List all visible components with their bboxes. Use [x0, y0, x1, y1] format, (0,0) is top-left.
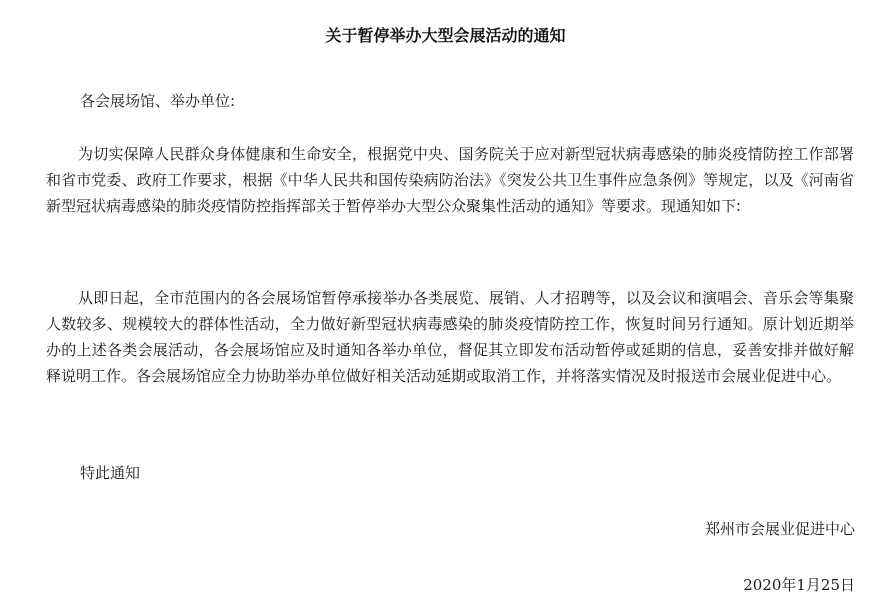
signature-organization: 郑州市会展业促进中心: [704, 520, 855, 538]
salutation: 各会展场馆、举办单位:: [80, 92, 236, 110]
body-paragraph-1: 为切实保障人民群众身体健康和生命安全，根据党中央、国务院关于应对新型冠状病毒感染的肺炎疫情防控工作部署和省市党委、政府工作要求，根据《中华人民共和国传染病防治法》《突发公共卫生事件应急条例》等规定，以及《河南省新型冠状病毒感染的肺炎疫情防控指挥部关于暂停举办大型公众聚集性活动的通知》等要求。现通知如下:: [46, 145, 854, 215]
notice-title: 关于暂停举办大型会展活动的通知: [325, 26, 566, 45]
body-paragraph-2: 从即日起，全市范围内的各会展场馆暂停承接举办各类展览、展销、人才招聘等，以及会议和演唱会、音乐会等集聚人数较多、规模较大的群体性活动，全力做好新型冠状病毒感染的肺炎疫情防控工作，恢复时间另行通知。原计划近期举办的上述各类会展活动，各会展场馆应及时通知各举办单位，督促其立即发布活动暂停或延期的信息，妥善安排并做好解释说明工作。各会展场馆应全力协助举办单位做好相关活动延期或取消工作，并将落实情况及时报送市会展业促进中心。: [46, 289, 854, 385]
closing-text: 特此通知: [80, 464, 141, 482]
signature-date: 2020年1月25日: [743, 576, 855, 594]
